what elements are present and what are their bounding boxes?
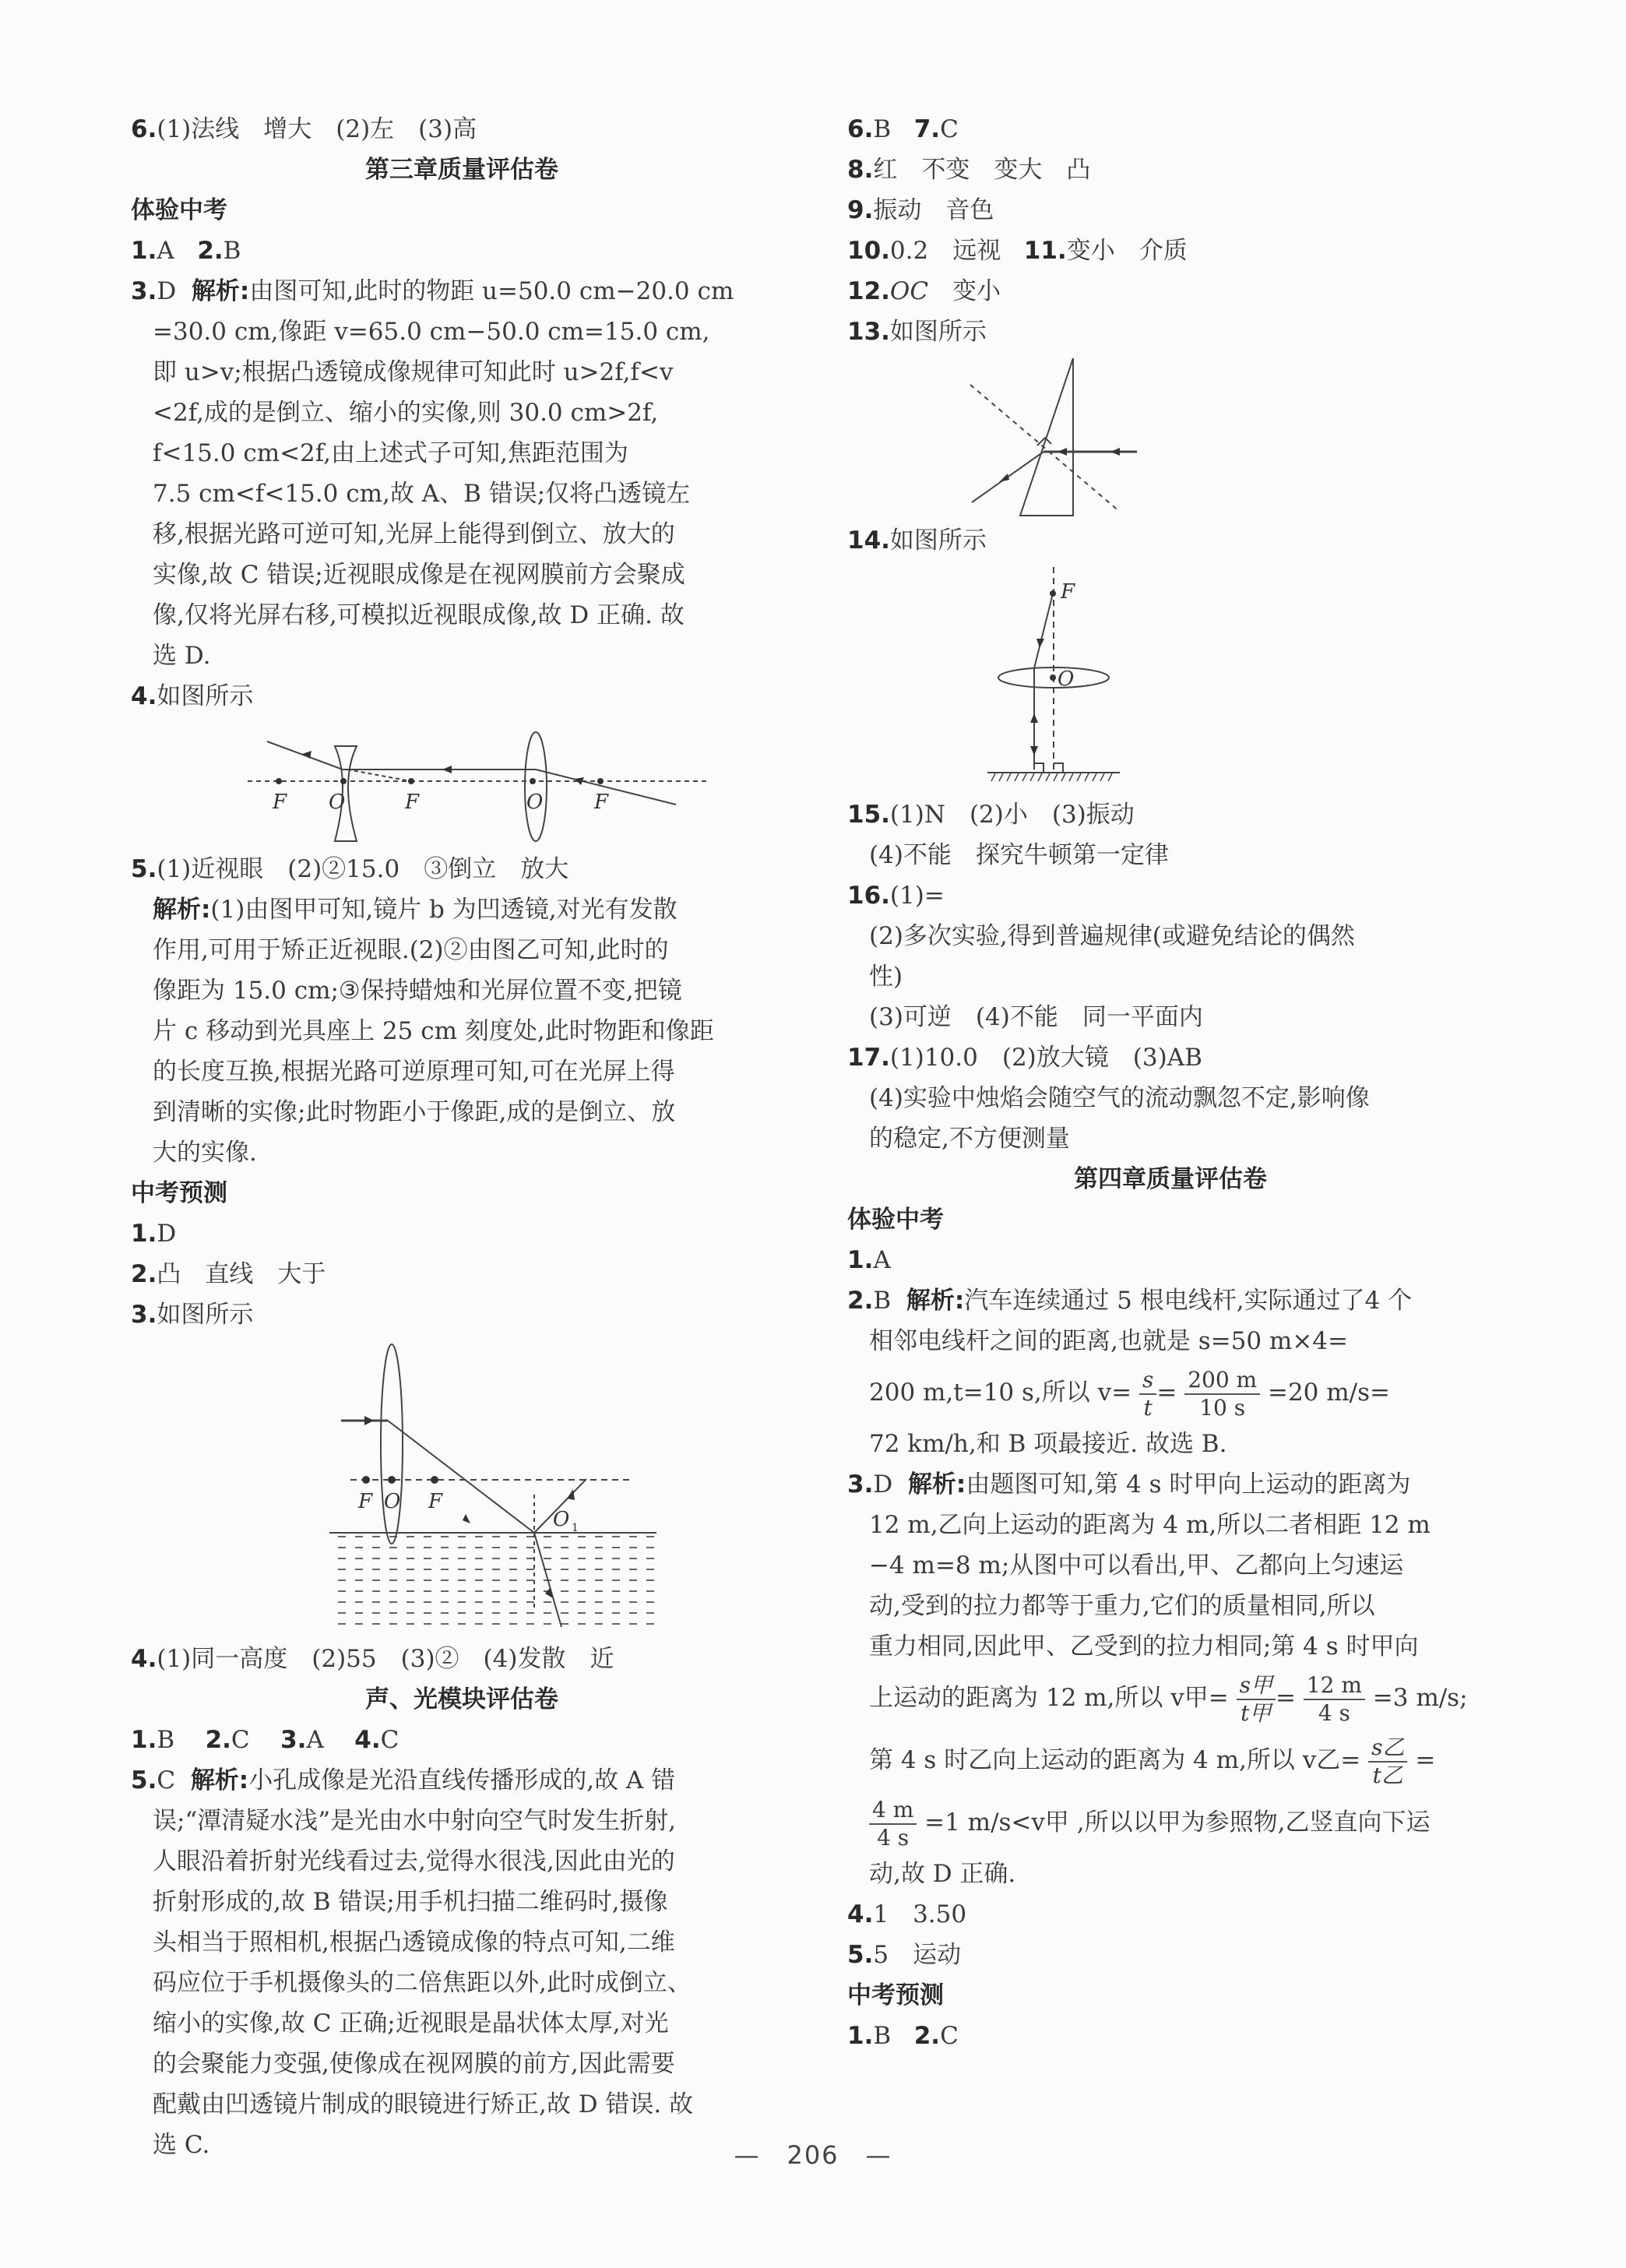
fraction: $\frac{200 m}{10 s}$ xyxy=(1184,1367,1260,1421)
subsection-zhongkao-yuce: 中考预测 xyxy=(131,1179,227,1207)
svg-text:O: O xyxy=(329,791,346,814)
fraction: $\frac{4 m}{4 s}$ xyxy=(869,1797,917,1851)
q9: 9.振动 音色 xyxy=(847,196,994,224)
svg-text:O: O xyxy=(384,1490,401,1513)
prism-refraction-diagram xyxy=(847,352,1494,520)
q6-prev: 6.(1)法线 增大 (2)左 (3)高 xyxy=(131,115,477,143)
s4-q2: 2.B 解析:汽车连续通过 5 根电线杆,实际通过了4 个 相邻电线杆之间的距离,也就是 s=50 m×4= 200 m,t=10 s,所以 v= $\frac{s}{t}$ = $\frac{200 m}{10 s}$ =20 m/s= 72 km/h,和 B 项最接近. 故选 B. xyxy=(847,1287,1413,1458)
left-column xyxy=(131,109,793,2165)
q12: 12.OC 变小 xyxy=(847,277,1001,305)
svg-text:F: F xyxy=(1061,580,1075,604)
fraction: $\frac{s}{t}$ xyxy=(1139,1367,1156,1421)
subsection-zhongkao-yuce-2: 中考预测 xyxy=(847,1981,944,2009)
s2-q1: 1.D xyxy=(131,1220,177,1248)
s3-q1-q4: 1.B 2.C 3.A 4.C xyxy=(131,1726,399,1754)
q10-q11: 10.0.2 远视 11.变小 介质 xyxy=(847,237,1188,265)
q15: 15.(1)N (2)小 (3)振动 (4)不能 探究牛顿第一定律 xyxy=(847,801,1169,869)
fraction: $\frac{12 m}{4 s}$ xyxy=(1304,1672,1365,1727)
subsection-tiyan-zhongkao-2: 体验中考 xyxy=(847,1206,944,1234)
q14: 14.如图所示 xyxy=(847,526,987,555)
right-column xyxy=(847,109,1494,2056)
s4-q4: 4.1 3.50 xyxy=(847,1900,967,1928)
page-number: — 206 — xyxy=(734,2140,892,2170)
s1-q1-q2: 1.A 2.B xyxy=(131,237,241,265)
s4-q5: 5.5 运动 xyxy=(847,1941,962,1969)
fraction: $\frac{\text{s甲}}{\text{t甲}}$ xyxy=(1237,1672,1276,1727)
q6-q7: 6.B 7.C xyxy=(847,115,959,143)
svg-text:F: F xyxy=(428,1490,443,1513)
s2-q3: 3.如图所示 xyxy=(131,1301,254,1329)
section-title-chapter3: 第三章质量评估卷 xyxy=(365,156,558,184)
svg-text:1: 1 xyxy=(572,1522,579,1534)
q16: 16.(1)= (2)多次实验,得到普遍规律(或避免结论的偶然 性) (3)可逆 (4)不能 同一平面内 xyxy=(847,882,1355,1031)
svg-text:O: O xyxy=(526,791,544,814)
svg-text:F: F xyxy=(273,791,287,814)
s4-q1: 1.A xyxy=(847,1246,891,1274)
svg-text:F: F xyxy=(358,1490,373,1513)
s3-q5: 5.C 解析:小孔成像是光沿直线传播形成的,故 A 错 误;“潭清疑水浅”是光由水中射向空气时发生折射, 人眼沿着折射光线看过去,觉得水很浅,因此由光的 折射形成的,故 B 错误;用手机扫描二维码时,摄像 头相当于照相机,根据凸透镜成像的特点可知,二维 码应位于手机摄像头的二倍焦距以外,此时成倒立、 缩小的实像,故 C 正确;近视眼是晶状体太厚,对光 的会聚能力变强,使像成在视网膜的前方,因此需要 配戴由凹透镜片制成的眼镜进行矫正,故 D 错误. 故 选 C. xyxy=(131,1766,694,2159)
s4-q3: 3.D 解析:由题图可知,第 4 s 时甲向上运动的距离为 12 m,乙向上运动的距离为 4 m,所以二者相距 12 m −4 m=8 m;从图中可以看出,甲、乙都向上匀速运 动,受到的拉力都等于重力,它们的质量相同,所以 重力相同,因此甲、乙受到的拉力相同;第 4 s 时甲向 上运动的距离为 12 m,所以 v甲= $\frac{\text{s甲}}{\text{t甲}}$ = $\frac{12 m}{4 s}$ =3 m/s; 第 4 s 时乙向上运动的距离为 4 m,所以 v乙= $\frac{\text{s乙}}{\text{t乙}}$ = $\frac{4 m}{4 s}$ =1 m/s<v甲 ,所以以甲为参照物,乙竖直向下运 动,故 D 正确. xyxy=(847,1470,1468,1888)
q17: 17.(1)10.0 (2)放大镜 (3)AB (4)实验中烛焰会随空气的流动飘忽不定,影响像 的稳定,不方便测量 xyxy=(847,1044,1370,1153)
q8: 8.红 不变 变大 凸 xyxy=(847,156,1091,184)
q13: 13.如图所示 xyxy=(847,318,987,346)
s2-q2: 2.凸 直线 大于 xyxy=(131,1260,326,1288)
lens-water-refraction-diagram xyxy=(131,1335,793,1639)
s2-q4: 4.(1)同一高度 (2)55 (3)② (4)发散 近 xyxy=(131,1645,614,1673)
svg-text:F: F xyxy=(405,791,420,814)
lens-reflection-diagram xyxy=(847,561,1494,794)
fraction: $\frac{\text{s乙}}{\text{t乙}}$ xyxy=(1368,1734,1407,1789)
section-title-chapter4: 第四章质量评估卷 xyxy=(1074,1165,1267,1193)
subsection-tiyan-zhongkao: 体验中考 xyxy=(131,196,227,224)
svg-text:O: O xyxy=(553,1508,570,1531)
s5-q1-q2: 1.B 2.C xyxy=(847,2022,959,2050)
section-title-sound-light: 声、光模块评估卷 xyxy=(365,1685,558,1713)
svg-text:O: O xyxy=(1058,667,1075,691)
svg-text:F: F xyxy=(594,791,609,814)
lens-diagram-concave-convex xyxy=(131,717,793,849)
s1-q3: 3.D 解析:由图可知,此时的物距 u=50.0 cm−20.0 cm =30.0 cm,像距 v=65.0 cm−50.0 cm=15.0 cm, 即 u>v;根据凸透镜成像规律可知此时 u>2f,f<v <2f,成的是倒立、缩小的实像,则 30.0 cm>2f, f<15.0 cm<2f,由上述式子可知,焦距范围为 7.5 cm<f<15.0 cm,故 A、B 错误;仅将凸透镜左 移,根据光路可逆可知,光屏上能得到倒立、放大的 实像,故 C 错误;近视眼成像是在视网膜前方会聚成 像,仅将光屏右移,可模拟近视眼成像,故 D 正确. 故 选 D. xyxy=(131,277,734,670)
s1-q4: 4.如图所示 xyxy=(131,682,254,710)
s1-q5: 5.(1)近视眼 (2)②15.0 ③倒立 放大 解析:(1)由图甲可知,镜片 b 为凹透镜,对光有发散 作用,可用于矫正近视眼.(2)②由图乙可知,此时的 像距为 15.0 cm;③保持蜡烛和光屏位置不变,把镜 片 c 移动到光具座上 25 cm 刻度处,此时物距和像距 的长度互换,根据光路可逆原理可知,可在光屏上得 到清晰的实像;此时物距小于像距,成的是倒立、放 大的实像. xyxy=(131,855,714,1167)
